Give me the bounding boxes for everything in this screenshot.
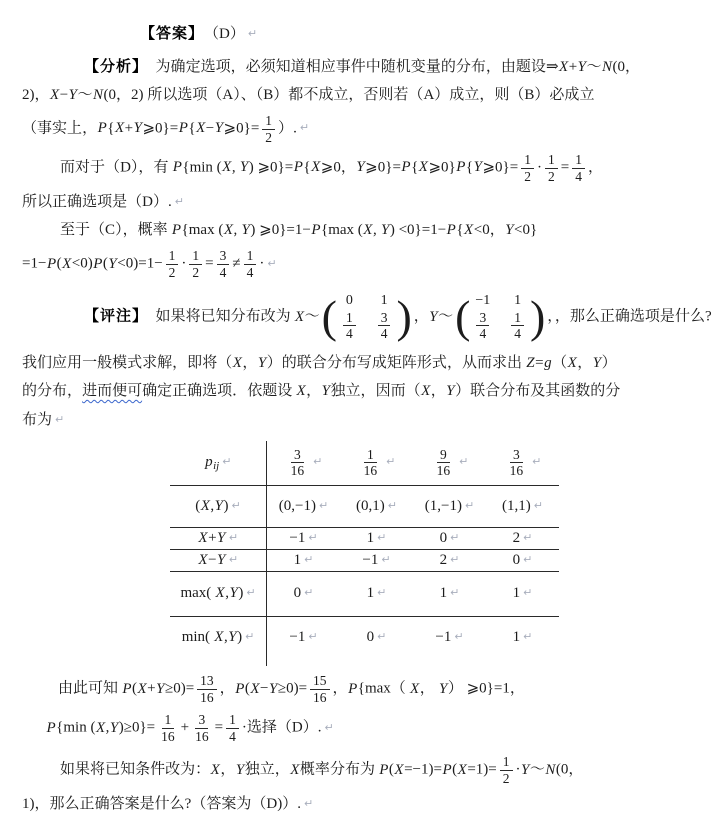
table-cell: [413, 485, 486, 527]
fraction-numerator: 3: [476, 310, 489, 327]
text-line: [22, 85, 701, 106]
paragraph-option-d: [22, 152, 701, 213]
text-line: [22, 288, 712, 346]
matrix-value: 1: [380, 292, 388, 308]
fraction: [343, 310, 356, 342]
fraction: [545, 152, 558, 184]
text-run: (0,1): [356, 497, 385, 514]
text-line: [22, 754, 701, 786]
return-mark: ↵: [523, 552, 533, 566]
distribution-matrix: [455, 288, 545, 346]
return-mark: ↵: [313, 455, 323, 469]
fraction-denominator: 4: [229, 728, 236, 744]
text-run: ·选择（D）.: [241, 719, 322, 736]
text-run: 0: [293, 585, 302, 602]
return-mark: ↵: [247, 27, 258, 40]
fraction: [262, 113, 275, 145]
section-header: 【评注】: [84, 308, 141, 325]
table-cell: [413, 549, 486, 571]
text-run: 1)，那么正确答案是什么?（答案为（D)）.: [22, 796, 302, 813]
text-run: −1: [289, 529, 306, 546]
fraction: [310, 673, 330, 705]
return-mark: ↵: [450, 552, 460, 566]
text-run: ≠: [232, 255, 241, 272]
fraction-numerator: 3: [378, 310, 391, 327]
fraction: [378, 310, 391, 342]
fraction-numerator: 1: [162, 712, 175, 729]
return-mark: ↵: [532, 455, 542, 469]
text-line: [22, 57, 701, 78]
document-body-bottom: [22, 673, 701, 815]
table-row: [170, 616, 559, 658]
return-mark: ↵: [533, 498, 543, 512]
fraction-numerator: 3: [510, 447, 523, 464]
text-run: (X,Y): [195, 497, 229, 514]
paragraph-option-c: [22, 220, 701, 280]
matrix-grid: [337, 293, 397, 342]
fraction: [521, 152, 534, 184]
return-mark: ↵: [222, 454, 232, 468]
text-run: 布为: [22, 412, 53, 429]
fraction: [189, 248, 202, 280]
table-cell: [267, 549, 341, 571]
left-paren: (: [321, 291, 337, 343]
text-line: [22, 793, 701, 815]
fraction-numerator: 3: [291, 447, 304, 464]
text-run: ，: [587, 159, 603, 176]
fraction-numerator: 3: [217, 248, 230, 265]
return-mark: ↵: [304, 797, 314, 811]
text-line: [22, 113, 701, 145]
table-cell: [267, 616, 341, 658]
paragraph-answer: [22, 23, 701, 45]
text-line: [22, 152, 701, 184]
table-cell: [267, 658, 341, 666]
return-mark: ↵: [324, 720, 334, 734]
fraction-numerator: 1: [166, 248, 179, 265]
fraction-numerator: 1: [511, 310, 524, 327]
text-run: (1,1): [502, 497, 531, 514]
fraction-denominator: 16: [161, 728, 175, 744]
return-mark: ↵: [55, 413, 65, 427]
table-cell: [170, 571, 267, 616]
return-mark: ↵: [387, 498, 397, 512]
fraction-numerator: 1: [500, 754, 513, 771]
fraction-numerator: 1: [364, 447, 377, 464]
return-mark: ↵: [523, 629, 533, 643]
return-mark: ↵: [523, 530, 533, 544]
pij-label: $p_{ij}$: [205, 453, 220, 472]
return-mark: ↵: [450, 530, 460, 544]
fraction-denominator: 4: [575, 168, 582, 184]
table-cell: [340, 616, 413, 658]
fraction-numerator: 1: [262, 113, 275, 130]
text-run: 0: [512, 551, 521, 568]
fraction-denominator: 16: [290, 463, 305, 479]
matrix-value: −1: [475, 292, 491, 308]
fraction: [434, 447, 454, 479]
section-header: 【答案】: [140, 26, 197, 42]
fraction: [572, 152, 585, 184]
fraction-numerator: 1: [572, 152, 585, 169]
return-mark: ↵: [308, 530, 318, 544]
text-run: 1: [512, 585, 521, 602]
fraction: [511, 310, 524, 342]
fraction-denominator: 16: [313, 689, 327, 705]
return-mark: ↵: [386, 455, 396, 469]
fraction-numerator: 1: [545, 152, 558, 169]
text-run: X+Y: [198, 529, 226, 546]
table-cell: [340, 527, 413, 549]
fraction: [507, 447, 527, 479]
table-cell: [413, 527, 486, 549]
fraction: [226, 712, 239, 744]
text-line: [22, 248, 701, 280]
table-row: [170, 527, 559, 549]
table-cell: [340, 549, 413, 571]
return-mark: ↵: [523, 586, 533, 600]
paragraph-conclusion: [22, 673, 701, 744]
table-cell: [340, 571, 413, 616]
return-mark: ↵: [231, 498, 241, 512]
text-line: [22, 23, 701, 45]
text-run: (0,−1): [278, 497, 316, 514]
text-run: ，，那么正确选项是什么?: [547, 308, 712, 325]
fraction-denominator: 4: [514, 326, 521, 342]
fraction-denominator: 16: [436, 463, 451, 479]
table-cell: [170, 441, 267, 485]
table-cell: [267, 571, 341, 616]
table-row: [170, 485, 559, 527]
text-run: ，Y～: [413, 308, 454, 325]
return-mark: ↵: [299, 121, 310, 135]
return-mark: ↵: [267, 256, 277, 270]
table-cell: [486, 571, 559, 616]
table-cell: [486, 527, 559, 549]
fraction: [166, 248, 179, 280]
fraction-denominator: 4: [380, 326, 388, 342]
table-cell: [340, 658, 413, 666]
text-line: [22, 381, 701, 402]
return-mark: ↵: [228, 530, 239, 544]
return-mark: ↵: [459, 455, 469, 469]
joint-distribution-table: [170, 441, 559, 666]
return-mark: ↵: [228, 552, 239, 566]
table-tail-row: [170, 658, 559, 666]
fraction-denominator: 2: [547, 168, 555, 184]
return-mark: ↵: [377, 629, 387, 643]
fraction-numerator: 1: [244, 248, 257, 265]
return-mark: ↵: [304, 586, 314, 600]
text-run: 为确定选项，必须知道相应事件中随机变量的分布，由题设⇒X+Y～N(0，: [155, 59, 641, 75]
text-run: ，P(X−Y≥0)=: [219, 680, 308, 697]
section-header: 【分析】: [84, 59, 141, 75]
distribution-matrix: [322, 288, 412, 346]
text-run: 1: [366, 529, 375, 546]
fraction: [500, 754, 513, 786]
text-run: 1: [512, 628, 521, 645]
paragraph-analysis: [22, 57, 701, 145]
return-mark: ↵: [174, 195, 184, 209]
text-run: max( X,Y): [180, 585, 244, 602]
text-run: 2: [439, 551, 448, 568]
text-run: −1: [435, 628, 452, 645]
table-cell: [413, 571, 486, 616]
text-run: ）.: [278, 120, 297, 137]
return-mark: ↵: [454, 629, 464, 643]
spellcheck-underlined-text: 进而便可: [82, 383, 143, 400]
text-line: [22, 353, 701, 374]
text-run: P{min (X,Y)≥0}=: [46, 719, 156, 736]
text-run: 1: [366, 585, 375, 602]
text-run: =1−P(X<0)P(Y<0)=1−: [22, 255, 163, 272]
return-mark: ↵: [246, 586, 256, 600]
text-run: =: [205, 255, 214, 272]
fraction-denominator: 4: [219, 264, 227, 280]
return-mark: ↵: [450, 586, 460, 600]
table-cell: [170, 616, 267, 658]
text-run: (1,−1): [424, 497, 462, 514]
fraction: [192, 712, 212, 744]
fraction-denominator: 2: [265, 129, 273, 145]
distribution-table-body: [170, 441, 559, 666]
text-run: 而对于（D），有 P{min (X, Y) ⩾0}=P{X⩾0，Y⩾0}=P{X⩾0}P{Y⩾0}=: [60, 159, 519, 176]
fraction-denominator: 2: [524, 168, 531, 184]
matrix-grid: [470, 293, 530, 342]
table-cell: [267, 527, 341, 549]
text-run: （D）: [211, 26, 245, 42]
text-line: [22, 712, 701, 744]
right-paren: ): [396, 291, 412, 343]
text-line: [22, 409, 701, 431]
matrix-value: 0: [345, 292, 353, 308]
fraction-denominator: 16: [363, 463, 378, 479]
paragraph-remark: [22, 288, 712, 431]
text-run: 由此可知 P(X+Y≥0)=: [58, 680, 195, 697]
left-paren: (: [455, 291, 471, 343]
text-run: X−Y: [198, 551, 226, 568]
text-run: +: [180, 719, 190, 736]
fraction: [288, 447, 308, 479]
fraction-denominator: 4: [345, 326, 353, 342]
table-cell: [486, 616, 559, 658]
fraction: [476, 310, 489, 342]
return-mark: ↵: [381, 552, 391, 566]
fraction-numerator: 1: [343, 310, 356, 327]
table-cell: [267, 441, 341, 485]
return-mark: ↵: [308, 629, 318, 643]
table-cell: [486, 441, 559, 485]
table-cell: [486, 549, 559, 571]
fraction-denominator: 4: [479, 326, 487, 342]
fraction: [361, 447, 381, 479]
text-line: [22, 191, 701, 213]
text-run: −1: [289, 628, 306, 645]
text-run: ·: [259, 255, 265, 272]
fraction-denominator: 2: [168, 264, 176, 280]
fraction-numerator: 15: [310, 673, 330, 690]
fraction-denominator: 4: [246, 264, 254, 280]
fraction: [217, 248, 230, 280]
text-run: ·: [536, 159, 542, 176]
text-run: 的分布，: [22, 383, 83, 400]
fraction-denominator: 16: [200, 689, 214, 705]
text-line: [22, 220, 701, 241]
table-cell: [413, 441, 486, 485]
text-run: 0: [366, 628, 375, 645]
table-cell: [340, 441, 413, 485]
table-cell: [413, 658, 486, 666]
table-cell: [340, 485, 413, 527]
text-run: 我们应用一般模式求解，即将（X，Y）的联合分布写成矩阵形式，从而求出 Z=g（X，Y）: [22, 355, 617, 372]
text-run: 确定正确选项．依题设 X，Y独立，因而（X，Y）联合分布及其函数的分: [142, 383, 621, 400]
paragraph-extension: [22, 754, 701, 815]
text-line: [22, 673, 701, 705]
table-cell: [267, 485, 341, 527]
table-header-row: [170, 441, 559, 485]
text-run: ·Y～N(0，: [515, 761, 584, 778]
text-run: =: [560, 159, 570, 176]
text-run: ·: [181, 255, 187, 272]
text-run: 1: [293, 551, 302, 568]
text-run: 如果将已知分布改为 X～: [155, 308, 320, 325]
fraction-numerator: 3: [195, 712, 208, 729]
document-body-top: [22, 23, 712, 431]
fraction: [158, 712, 178, 744]
table-cell: [170, 658, 267, 666]
return-mark: ↵: [245, 629, 255, 643]
table-cell: [170, 527, 267, 549]
table-row: [170, 571, 559, 616]
return-mark: ↵: [377, 530, 387, 544]
return-mark: ↵: [465, 498, 475, 512]
return-mark: ↵: [304, 552, 314, 566]
text-run: 所以正确选项是（D）.: [22, 194, 172, 211]
text-run: min( X,Y): [181, 628, 243, 645]
text-run: ，P{max（ X， Y） ⩾0}=1，: [332, 680, 525, 697]
text-run: 1: [439, 585, 448, 602]
text-run: 2)，X−Y～N(0，2) 所以选项（A）、（B）都不成立，否则若（A）成立，则（B）必成立: [22, 87, 595, 103]
fraction-numerator: 9: [437, 447, 450, 464]
return-mark: ↵: [319, 498, 329, 512]
text-run: 0: [439, 529, 448, 546]
fraction-denominator: 2: [502, 770, 510, 786]
fraction-denominator: 16: [195, 728, 209, 744]
fraction: [197, 673, 217, 705]
fraction-denominator: 2: [192, 264, 200, 280]
fraction-numerator: 13: [197, 673, 217, 690]
fraction-denominator: 16: [509, 463, 524, 479]
table-cell: [170, 549, 267, 571]
table-cell: [486, 658, 559, 666]
matrix-value: 1: [514, 292, 522, 308]
table-cell: [486, 485, 559, 527]
right-paren: ): [529, 291, 546, 343]
table-row: [170, 549, 559, 571]
fraction: [244, 248, 257, 280]
text-run: 2: [512, 529, 521, 546]
table-cell: [413, 616, 486, 658]
text-run: 如果将已知条件改为：X，Y独立，X概率分布为 P(X=−1)=P(X=1)=: [60, 761, 497, 778]
fraction-numerator: 1: [226, 712, 239, 729]
text-run: =: [214, 719, 224, 736]
fraction-numerator: 1: [189, 248, 202, 265]
text-run: 至于（C），概率 P{max (X, Y) ⩾0}=1−P{max (X, Y) <0}=1−P{X<0，Y<0}: [60, 222, 538, 239]
fraction-numerator: 1: [521, 152, 534, 169]
table-cell: [170, 485, 267, 527]
pij-subscript: ij: [213, 459, 220, 472]
text-run: （事实上，P{X+Y⩾0}=P{X−Y⩾0}=: [22, 120, 260, 137]
text-run: −1: [362, 551, 379, 568]
return-mark: ↵: [377, 586, 387, 600]
